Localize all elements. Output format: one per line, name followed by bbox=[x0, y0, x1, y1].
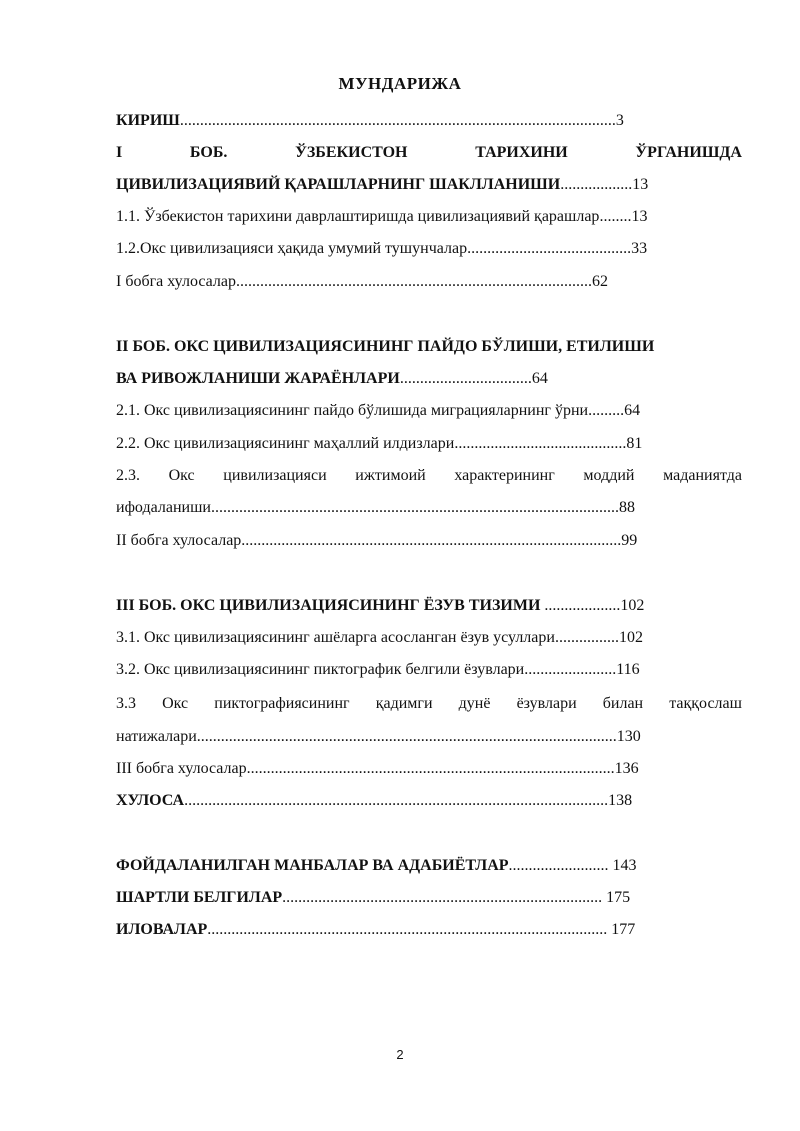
toc-entry-conclusion bbox=[116, 791, 742, 811]
toc-word: ёзувлари bbox=[516, 695, 577, 712]
toc-word: қадимги bbox=[375, 695, 433, 712]
toc-label: ШАРТЛИ БЕЛГИЛАР bbox=[116, 889, 283, 906]
toc-label: 2.2. Окс цивилизациясининг маҳаллий илдизлари bbox=[116, 435, 455, 452]
toc-leader: ............................................................................................................. bbox=[179, 112, 616, 129]
toc-page: 102 bbox=[620, 597, 645, 614]
toc-section-3-3-line1 bbox=[116, 694, 742, 714]
toc-label: 1.2.Окс цивилизацияси ҳақида умумий тушунчалар bbox=[116, 240, 468, 257]
toc-page: 33 bbox=[631, 240, 648, 257]
toc-page: 143 bbox=[612, 857, 637, 874]
toc-label: натижалари bbox=[116, 728, 197, 745]
toc-label: I бобга хулосалар bbox=[116, 273, 236, 290]
toc-word: 2.3. bbox=[116, 467, 140, 484]
toc-chapter-3-conclusions bbox=[116, 759, 742, 779]
toc-title: МУНДАРИЖА bbox=[338, 74, 462, 93]
toc-word: ЎЗБЕКИСТОН bbox=[295, 144, 408, 161]
toc-word: моддий bbox=[583, 467, 635, 484]
toc-leader: ......................................................................................................... bbox=[196, 728, 617, 745]
toc-chapter-1-conclusions bbox=[116, 272, 742, 292]
toc-page: 130 bbox=[616, 728, 641, 745]
toc-word: билан bbox=[602, 695, 644, 712]
toc-leader: ............................................................................................ bbox=[246, 760, 615, 777]
toc-label: ВА РИВОЖЛАНИШИ ЖАРАЁНЛАРИ bbox=[116, 370, 400, 387]
toc-chapter-2-heading-line2 bbox=[116, 369, 742, 389]
toc-label: 1.1. Ўзбекистон тарихини даврлаштиришда цивилизациявий қарашлар bbox=[116, 208, 600, 225]
toc-section-3-3-line2 bbox=[116, 727, 742, 747]
toc-page: 116 bbox=[616, 661, 640, 678]
toc-leader: ................... bbox=[540, 597, 621, 614]
toc-page: 99 bbox=[621, 532, 638, 549]
toc-entry-sources bbox=[116, 856, 742, 876]
toc-leader: ........ bbox=[599, 208, 632, 225]
toc-label: ЦИВИЛИЗАЦИЯВИЙ ҚАРАШЛАРНИНГ ШАКЛЛАНИШИ bbox=[116, 176, 561, 193]
toc-word: характерининг bbox=[454, 467, 555, 484]
toc-label: КИРИШ bbox=[116, 112, 180, 129]
toc-chapter-3-heading bbox=[116, 596, 742, 616]
toc-leader: ................................. bbox=[399, 370, 532, 387]
toc-page: 3 bbox=[615, 112, 624, 129]
toc-section-3-2 bbox=[116, 660, 742, 680]
toc-word: I bbox=[116, 144, 123, 161]
toc-section-1-2 bbox=[116, 239, 742, 259]
toc-leader: ................................................................................ bbox=[282, 889, 607, 906]
toc-label: ХУЛОСА bbox=[116, 792, 185, 809]
toc-word: БОБ. bbox=[189, 144, 228, 161]
toc-word: ТАРИХИНИ bbox=[475, 144, 568, 161]
toc-leader: ............................................................................................... bbox=[241, 532, 622, 549]
toc-leader: .................................................................................................... bbox=[207, 921, 612, 938]
toc-page: 177 bbox=[611, 921, 636, 938]
toc-page: 64 bbox=[531, 370, 548, 387]
toc-page: 88 bbox=[618, 499, 635, 516]
toc-page: 102 bbox=[618, 629, 643, 646]
toc-label: 3.2. Окс цивилизациясининг пиктографик белгили ёзувлари bbox=[116, 661, 525, 678]
toc-page: 62 bbox=[591, 273, 608, 290]
toc-leader: ......................................................................................... bbox=[235, 273, 592, 290]
toc-word: 3.3 bbox=[116, 695, 136, 712]
toc-page: 64 bbox=[624, 402, 641, 419]
toc-section-2-2 bbox=[116, 434, 742, 454]
toc-word: ЎРГАНИШДА bbox=[635, 144, 742, 161]
toc-label: III бобга хулосалар bbox=[116, 760, 247, 777]
toc-leader: ....................... bbox=[524, 661, 617, 678]
toc-label: ифодаланиши bbox=[116, 499, 211, 516]
toc-label: II бобга хулосалар bbox=[116, 532, 242, 549]
toc-label: 3.1. Окс цивилизациясининг ашёларга асосланган ёзув усуллари bbox=[116, 629, 555, 646]
toc-leader: ......................... bbox=[508, 857, 613, 874]
toc-label: III БОБ. ОКС ЦИВИЛИЗАЦИЯСИНИНГ ЁЗУВ ТИЗИМИ bbox=[116, 597, 541, 614]
toc-label: 2.1. Окс цивилизациясининг пайдо бўлишида миграцияларнинг ўрни bbox=[116, 402, 589, 419]
toc-label: ФОЙДАЛАНИЛГАН МАНБАЛАР ВА АДАБИЁТЛАР bbox=[116, 857, 509, 874]
toc-page: 138 bbox=[608, 792, 633, 809]
toc-entry-abbreviations bbox=[116, 888, 742, 908]
toc-leader: .......................................................................................................... bbox=[184, 792, 609, 809]
toc-word: дунё bbox=[458, 695, 491, 712]
toc-section-1-1 bbox=[116, 207, 742, 227]
toc-leader: ................ bbox=[554, 629, 619, 646]
toc-section-2-1 bbox=[116, 401, 742, 421]
toc-chapter-1-heading-line2 bbox=[116, 175, 742, 195]
toc-label: II БОБ. ОКС ЦИВИЛИЗАЦИЯСИНИНГ ПАЙДО БЎЛИШИ, ЕТИЛИШИ bbox=[116, 338, 655, 355]
toc-page: 13 bbox=[631, 208, 648, 225]
toc-word: Окс bbox=[168, 467, 195, 484]
toc-chapter-1-heading-line1 bbox=[116, 143, 742, 163]
toc-section-3-1 bbox=[116, 628, 742, 648]
toc-chapter-2-conclusions bbox=[116, 531, 742, 551]
toc-word: пиктографиясининг bbox=[214, 695, 350, 712]
toc-chapter-2-heading-line1 bbox=[116, 337, 742, 357]
toc-leader: ...................................................................................................... bbox=[210, 499, 619, 516]
toc-word: ижтимоий bbox=[355, 467, 426, 484]
toc-leader: ........................................... bbox=[454, 435, 627, 452]
toc-word: цивилизацияси bbox=[223, 467, 327, 484]
toc-word: таққослаш bbox=[669, 695, 742, 712]
page-number: 2 bbox=[396, 1047, 404, 1062]
toc-leader: .................. bbox=[560, 176, 633, 193]
toc-page: 81 bbox=[626, 435, 643, 452]
toc-section-2-3-line1 bbox=[116, 466, 742, 486]
toc-leader: ......... bbox=[588, 402, 625, 419]
toc-word: Окс bbox=[162, 695, 189, 712]
toc-page: 136 bbox=[614, 760, 639, 777]
toc-page: 13 bbox=[632, 176, 649, 193]
toc-section-2-3-line2 bbox=[116, 498, 742, 518]
toc-entry-intro bbox=[116, 111, 742, 131]
toc-leader: ......................................... bbox=[467, 240, 632, 257]
toc-entry-appendices bbox=[116, 920, 742, 940]
toc-page: 175 bbox=[606, 889, 631, 906]
toc-label: ИЛОВАЛАР bbox=[116, 921, 208, 938]
toc-word: маданиятда bbox=[663, 467, 742, 484]
